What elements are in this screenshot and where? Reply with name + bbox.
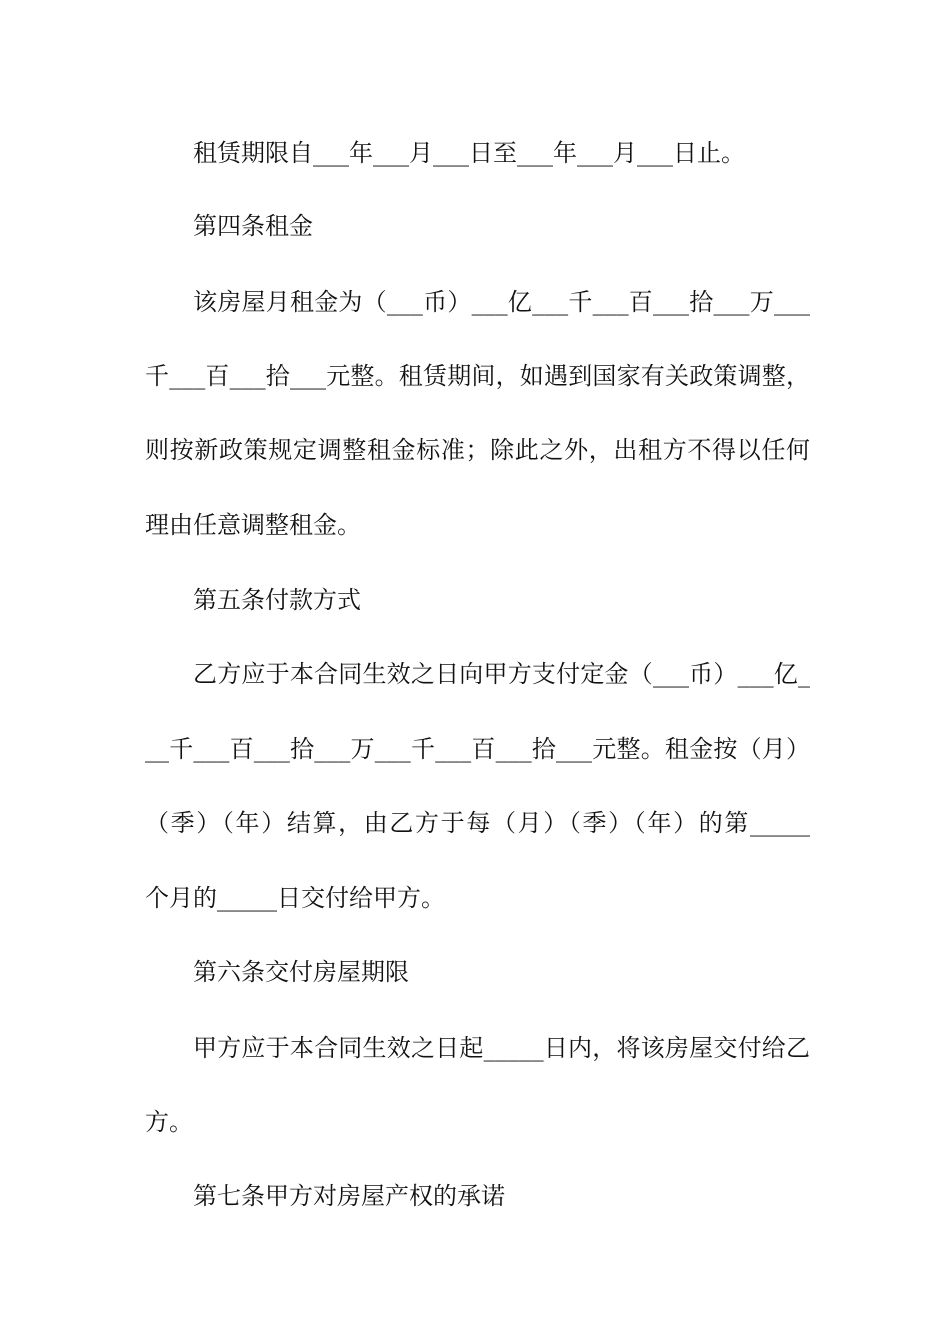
article-4-heading: 第四条租金	[193, 212, 313, 240]
article-6-heading: 第六条交付房屋期限	[193, 958, 409, 986]
payment-paragraph-line-3: （季）（年）结算，由乙方于每（月）（季）（年）的第_____	[145, 809, 810, 837]
delivery-paragraph-line-1: 甲方应于本合同生效之日起_____日内，将该房屋交付给乙	[193, 1034, 810, 1062]
rent-paragraph-line-2: 千___百___拾___元整。租赁期间，如遇到国家有关政策调整，	[145, 362, 810, 390]
rent-paragraph-line-1: 该房屋月租金为（___币）___亿___千___百___拾___万___	[193, 288, 810, 316]
article-5-heading: 第五条付款方式	[193, 586, 361, 614]
payment-paragraph-line-2: __千___百___拾___万___千___百___拾___元整。租金按（月）	[145, 735, 810, 763]
rent-paragraph-line-3: 则按新政策规定调整租金标准；除此之外，出租方不得以任何	[145, 436, 810, 464]
payment-paragraph-line-4: 个月的_____日交付给甲方。	[145, 884, 445, 912]
rent-paragraph-line-4: 理由任意调整租金。	[145, 511, 361, 539]
payment-paragraph-line-1: 乙方应于本合同生效之日向甲方支付定金（___币）___亿_	[193, 660, 810, 688]
lease-term-line: 租赁期限自___年___月___日至___年___月___日止。	[193, 139, 745, 167]
delivery-paragraph-line-2: 方。	[145, 1108, 193, 1136]
article-7-heading: 第七条甲方对房屋产权的承诺	[193, 1182, 505, 1210]
